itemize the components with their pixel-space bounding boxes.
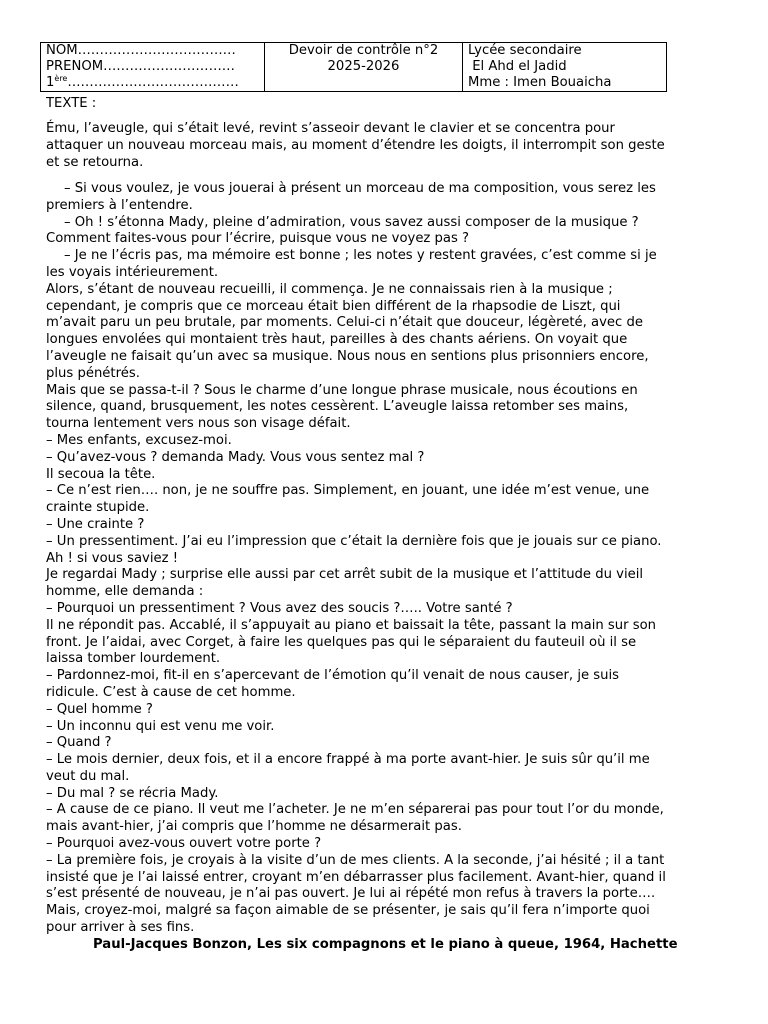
text-line: – Le mois dernier, deux fois, et il a encore frappé à ma porte avant-hier. Je suis sûr qu’il me — [46, 752, 650, 768]
text-line: – Oh ! s’étonna Mady, pleine d’admiration, vous savez aussi composer de la musique ? — [64, 214, 639, 230]
text-line: Ému, l’aveugle, qui s’était levé, revint s’asseoir devant le clavier et se concentra pour — [46, 121, 615, 136]
text-line: – Un pressentiment. J’ai eu l’impression que c’était la dernière fois que je jouais sur ce piano. — [46, 533, 662, 549]
text-line: Je regardai Mady ; surprise elle aussi par cet arrêt subit de la musique et l’attitude du vieil — [46, 567, 644, 583]
text-line: – Pourquoi un pressentiment ? Vous avez des soucis ?….. Votre santé ? — [46, 600, 513, 616]
student-info-cell — [41, 43, 265, 92]
text-line: – Si vous voulez, je vous jouerai à présent un morceau de ma composition, vous serez les — [64, 181, 656, 196]
text-line: – Mes enfants, excusez-moi. — [46, 432, 232, 448]
teacher-name: Mme : Imen Bouaicha — [468, 75, 612, 90]
class-superscript: ère — [54, 74, 68, 83]
text-line: Ah ! si vous saviez ! — [46, 550, 179, 566]
school-name: Lycée secondaire — [468, 43, 582, 58]
text-line: Alors, s’étant de nouveau recueilli, il commença. Je ne connaissais rien à la musique ; — [46, 281, 613, 297]
text-line: homme, elle demanda : — [46, 584, 204, 600]
text-line: silence, quand, brusquement, les notes cessèrent. L’aveugle laissa retomber ses mains, — [46, 399, 629, 415]
text-line: plus pénétrés. — [46, 365, 140, 381]
text-line: m’avait paru un peu brutale, par moments. Celui-ci n’était que douceur, légèreté, avec de — [46, 315, 643, 331]
text-line: – Un inconnu qui est venu me voir. — [46, 718, 275, 734]
text-line: les voyais intérieurement. — [46, 264, 219, 280]
text-line: longues envolées qui montaient très haut, pareilles à des chants aériens. On voyait que — [46, 332, 628, 348]
nom-line: NOM……………………………… — [46, 43, 236, 58]
text-line: ridicule. C’est à cause de cet homme. — [46, 684, 296, 700]
text-line: Mais, croyez-moi, malgré sa façon aimable de se présenter, je sais qu’il fera n’importe quoi — [46, 903, 650, 919]
text-line: mais avant-hier, j’ai compris que l’homme ne désarmerait pas. — [46, 819, 462, 835]
text-line: – Qu’avez-vous ? demanda Mady. Vous vous sentez mal ? — [46, 449, 425, 465]
paragraph-intro — [46, 121, 718, 171]
text-line: Mais que se passa-t-il ? Sous le charme d’une longue phrase musicale, nous écoutions en — [46, 382, 638, 398]
school-info-cell — [463, 43, 667, 92]
text-line: insisté que je l’ai laissé entrer, croyant m’en débarrasser plus facilement. Avant-hier, quand il — [46, 869, 666, 885]
exam-title: Devoir de contrôle n°2 — [288, 43, 439, 58]
text-line: s’est présenté de nouveau, je n’ai pas ouvert. Je lui ai répété mon refus à travers la porte…. — [46, 886, 656, 902]
school-location: El Ahd el Jadid — [468, 59, 567, 74]
text-line: front. Je l’aidai, avec Corget, à faire les quelques pas qui le séparaient du fauteuil où il se — [46, 634, 637, 650]
text-line: premiers à l’entendre. — [46, 197, 193, 213]
text-line: et se retourna. — [46, 154, 144, 170]
text-body — [46, 181, 718, 937]
text-line: cependant, je compris que ce morceau était bien différent de la rhapsodie de Liszt, qui — [46, 298, 621, 314]
text-line: attaquer un nouveau morceau mais, au moment d’étendre les doigts, il interrompit son geste — [46, 137, 665, 153]
text-line: Il ne répondit pas. Accablé, il s’appuyait au piano et baissait la tête, passant la main sur son — [46, 617, 657, 633]
class-dots: ………………………………… — [67, 75, 239, 90]
text-line: tourna lentement vers nous son visage défait. — [46, 416, 351, 432]
class-prefix: 1 — [46, 75, 55, 90]
exam-year: 2025-2026 — [327, 59, 400, 74]
text-line: laissa tomber lourdement. — [46, 651, 221, 667]
text-line: Comment faites-vous pour l’écrire, puisque vous ne voyez pas ? — [46, 231, 470, 247]
text-line: – Une crainte ? — [46, 516, 145, 532]
text-line: – Ce n’est rien…. non, je ne souffre pas. Simplement, en jouant, une idée m’est venue, une — [46, 483, 650, 499]
text-line: – A cause de ce piano. Il veut me l’acheter. Je ne m’en séparerai pas pour tout l’or du monde, — [46, 802, 664, 818]
exam-info-cell — [265, 43, 463, 92]
text-line: – Pourquoi avez-vous ouvert votre porte ? — [46, 836, 322, 852]
class-line — [46, 75, 264, 91]
text-line: – La première fois, je croyais à la visite d’un de mes clients. A la seconde, j’ai hésité ; il a tant — [46, 852, 665, 868]
text-line: – Quand ? — [46, 735, 112, 751]
source-citation: Paul-Jacques Bonzon, Les six compagnons et le piano à queue, 1964, Hachette — [93, 937, 678, 952]
text-line: l’aveugle ne faisait qu’un avec sa musique. Nous nous en sentions plus prisonniers encore, — [46, 348, 649, 364]
text-line: pour arriver à ses fins. — [46, 920, 195, 936]
prenom-line: PRENOM………………………… — [46, 59, 235, 74]
text-line: – Pardonnez-moi, fit-il en s’apercevant de l’émotion qu’il venait de nous causer, je suis — [46, 668, 620, 684]
text-line: – Je ne l’écris pas, ma mémoire est bonne ; les notes y restent gravées, c’est comme si je — [64, 248, 657, 264]
header-table — [40, 42, 667, 92]
text-line: veut du mal. — [46, 768, 130, 784]
text-line: Il secoua la tête. — [46, 466, 156, 482]
text-line: – Quel homme ? — [46, 701, 153, 717]
section-label: TEXTE : — [46, 96, 97, 111]
text-line: crainte stupide. — [46, 500, 150, 516]
text-line: – Du mal ? se récria Mady. — [46, 785, 219, 801]
